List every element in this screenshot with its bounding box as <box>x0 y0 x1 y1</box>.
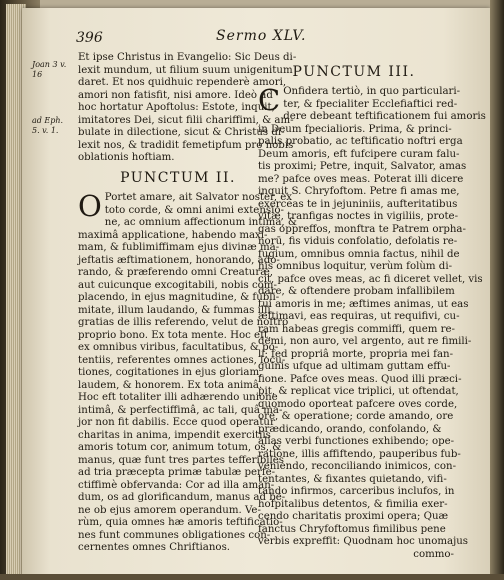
text-line: manus, quæ funt tres partes tefferibiles <box>78 454 285 466</box>
heading-punctum-ii: PUNCTUM II. <box>120 170 236 186</box>
text-line: alias verbi functiones exhibendo; ope- <box>258 436 455 447</box>
text-line: amori non fatisfit, nisi amore. Ideò ad <box>78 89 273 101</box>
left-intro <box>78 52 297 165</box>
running-header <box>22 28 490 54</box>
text-line: cendo charitatis proximi opera; Quæ <box>258 511 449 522</box>
text-line: verbis expreffit: Quodnam hoc unomajus <box>258 536 469 547</box>
text-line: daret. Et nos quidhuic rependerè amori, <box>78 77 287 88</box>
text-line: amoris totum cor, animum totum, os, & <box>78 442 282 453</box>
text-line: lexit nos, & tradidit femetipfum pro nobis <box>78 139 294 151</box>
dropcap: O <box>78 189 102 223</box>
text-line: oblationis hoftiam. <box>78 152 175 163</box>
text-line: jor non fit dabilis. Ecce quod operatur <box>78 417 275 428</box>
text-line: lexit mundum, ut filium suum unigenitum <box>78 64 293 76</box>
text-line: commo- <box>413 548 454 560</box>
right-shadow <box>490 0 504 580</box>
text-line: veniendo, reconciliando inimicos, con- <box>258 461 457 472</box>
text-line: norū, fis viduis confolatio, defolatis re- <box>258 236 458 247</box>
left-body <box>78 189 297 555</box>
text-line: toto corde, & omni animi extensio- <box>104 204 284 216</box>
text-line: hofpitalibus detentos, & fimilia exer- <box>258 498 448 510</box>
text-line: li; fed propriâ morte, propria mei fan- <box>258 348 454 360</box>
text-line: aut cuicunque excogitabili, nobis com- <box>78 279 277 291</box>
heading-punctum-iii: PUNCTUM III. <box>292 64 416 80</box>
text-line: tando infirmos, carceribus inclufos, in <box>258 486 455 497</box>
text-line: hoc hortatur Apoftolus: Estote, inquit, <box>78 102 275 113</box>
running-title: Sermo XLV. <box>216 28 307 44</box>
text-line: me? pafce oves meas. Poterat illi dicere <box>258 173 464 185</box>
page-number: 396 <box>76 30 103 46</box>
text-line: his omnibus loquitur, verùm folùm di- <box>258 261 453 272</box>
text-line: ratione, illis affiftendo, pauperibus fub- <box>258 448 461 460</box>
text-line: tiones, cogitationes in ejus gloriam, <box>78 367 263 378</box>
text-line: prædicando, orando, confolando, & <box>258 423 442 435</box>
text-line: ne, ac omnium affectionum intima, & <box>104 217 297 228</box>
text-line: placendo, in ejus magnitudine, & fubli- <box>78 292 280 303</box>
text-line: ctiffimè obfervanda: Cor ad illa aman- <box>78 479 275 491</box>
text-line: dere debeant teftificationem fui amoris <box>283 111 486 122</box>
text-line: rùm, quia omnes hæ amoris teftificatio- <box>78 517 283 528</box>
text-line: in Deum fpecialioris. Prima, & princi- <box>258 123 452 135</box>
text-line: exerceas te in jejuniniis, aufteritatibus <box>258 198 458 210</box>
text-line: bulate in dilectione, sicut & Christus di- <box>78 127 285 138</box>
text-line: ore, & operatione; corde amando, ore <box>258 411 454 422</box>
text-line: Onfidera tertiò, in quo particulari- <box>283 86 461 97</box>
text-line: ad tria præcepta primæ tabulæ perfe- <box>78 467 276 478</box>
text-line: demi, non auro, vel argento, aut re fimili- <box>258 336 472 347</box>
text-line: maximâ applicatione, habendo maxi- <box>78 229 268 241</box>
text-line: rando, & præferendo omni Creaturæ, <box>78 267 274 278</box>
text-line: ter, & fpecialiter Ecclefiaftici red- <box>283 98 458 110</box>
text-line: dum, os ad glorificandum, manus ad be- <box>78 492 286 503</box>
text-line: tentiis, referentes omnes actiones, locu- <box>78 354 286 366</box>
text-line: guinis ufque ad ultimam guttam effu- <box>258 361 451 372</box>
text-line: nes funt communes obligationes con- <box>78 529 271 541</box>
text-line: mitate, illum laudando, & fummas illi <box>78 304 271 316</box>
text-line: fione. Pafce oves meas. Quod illi præci- <box>258 373 462 385</box>
text-line: fugium, omnibus omnia factus, nihil de <box>258 248 460 260</box>
text-line: vitæ, tranfigas noctes in vigiliis, prote- <box>258 211 459 222</box>
text-line: Deum amoris, eft fufcipere curam falu- <box>258 148 460 160</box>
text-line: fanctus Chryfoftomus fimilibus pene <box>258 523 446 535</box>
text-line: inquit S. Chryfoftom. Petre fi amas me, <box>258 186 460 197</box>
text-line: Et ipse Christus in Evangelio: Sic Deus di- <box>78 52 297 63</box>
text-line: cernentes omnes Chriftianos. <box>78 542 231 553</box>
margin-note-joan: Joan 3 v. 16 <box>32 60 67 79</box>
text-line: ex omnibus viribus, facultatibus, & po- <box>78 342 279 353</box>
dropcap: C <box>258 83 281 117</box>
text-line: palis probatio, ac teftificatio noftri erga <box>258 136 463 147</box>
text-line: jeftatis æftimationem, honorando, ado- <box>78 254 280 266</box>
text-line: intimâ, & perfectiffimâ, ac tali, quâ ma- <box>78 404 283 416</box>
text-line: charitas in anima, impendit exercitiis <box>78 429 271 441</box>
bottom-shadow <box>0 574 504 580</box>
book-page <box>22 8 490 576</box>
text-line: imitatores Dei, sicut filii chariffimi, & am- <box>78 114 294 126</box>
text-line: gratias de illis referendo, velut de noftro <box>78 317 289 328</box>
right-body <box>258 83 486 561</box>
text-line: tis proximi; Petre, inquit, Salvator, amas <box>258 161 467 172</box>
text-line: dare, & oftendere probam infallibilem <box>258 286 455 297</box>
text-line: tui amoris in me; æftimes animas, ut eas <box>258 298 469 310</box>
text-line: pit, & replicat vice triplici, ut oftendat, <box>258 386 459 397</box>
text-line: ram habeas gregis commiffi, quem re- <box>258 323 455 335</box>
text-line: æftimavi, eas requiras, ut requifivi, cu- <box>258 311 460 322</box>
text-line: gas oppreffos, monftra te Patrem orpha- <box>258 223 466 235</box>
text-line: quomodo oporteat pafcere oves corde, <box>258 398 458 410</box>
text-line: laudem, & honorem. Ex tota animâ. <box>78 379 263 391</box>
margin-note-eph: ad Eph. 5. v. 1. <box>32 116 64 135</box>
text-line: Portet amare, ait Salvator noster, ex <box>104 192 293 203</box>
text-line: cit, pafce oves meas, ac fi diceret vellet, vis <box>258 273 483 285</box>
text-line: tentantes, & fixantes quietando, vifi- <box>258 473 447 485</box>
text-line: ne ob ejus amorem operandum. Ve- <box>78 504 261 516</box>
text-line: mam, & fublimiffimam ejus divinæ ma- <box>78 242 280 253</box>
text-line: Hoc eft totaliter illi adhærendo unione <box>78 392 278 403</box>
text-line: proprio bono. Ex tota mente. Hoc eft, <box>78 329 272 341</box>
